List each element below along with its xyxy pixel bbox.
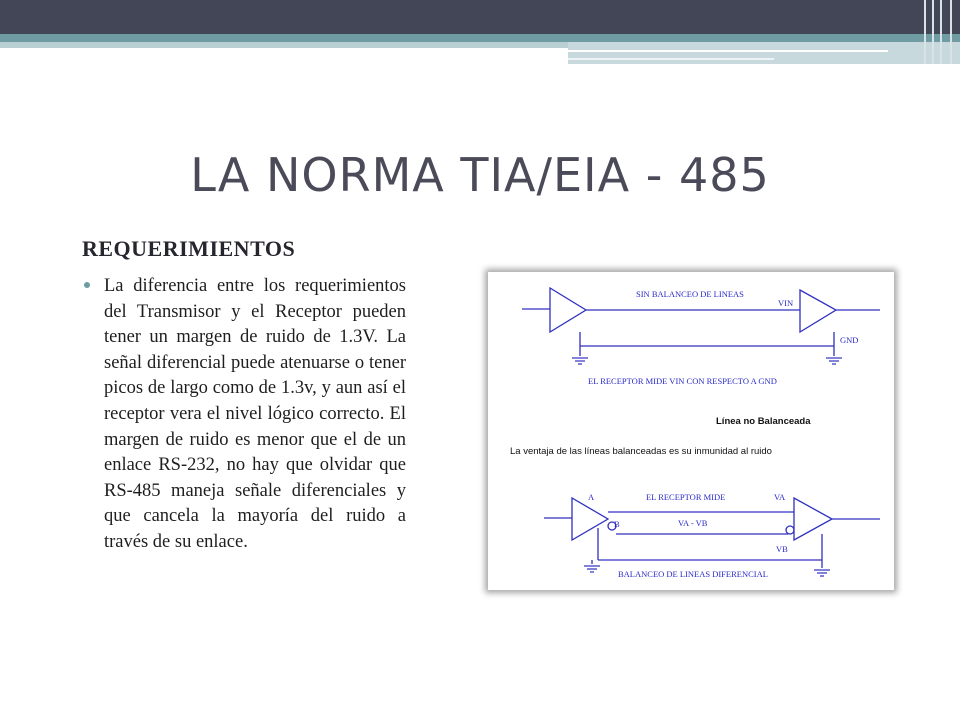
header-dark-band: [0, 0, 960, 34]
bullet-text: La diferencia entre los requerimientos del Transmisor y el Receptor pueden tener un margen de ruido de 1.3V. La señal diferencial puede atenuarse o tener picos de largo como de 1.3v, y aun así el receptor vera el nivel lógico correcto. El margen de ruido es menor que el de un enlace RS-232, no hay que olvidar que RS-485 maneja señale diferenciales y que cancela la mayoría del ruido a través de su enlace.: [104, 276, 406, 552]
slide-title: LA NORMA TIA/EIA - 485: [190, 148, 770, 202]
header-corner-decoration: [920, 0, 960, 64]
receiver-inverter-bubble: [786, 526, 794, 534]
unbalanced-title: SIN BALANCEO DE LINEAS: [636, 289, 744, 299]
b-label: B: [614, 519, 620, 529]
receiver-measures-label: EL RECEPTOR MIDE: [646, 492, 726, 502]
advantage-text: La ventaja de las líneas balanceadas es su inmunidad al ruido: [510, 446, 772, 457]
receiver-triangle-top: [800, 290, 836, 332]
header-light-band: [0, 42, 568, 48]
bullet-dot-icon: [84, 282, 90, 288]
vin-label: VIN: [778, 298, 794, 308]
slide-subtitle: REQUERIMIENTOS: [82, 236, 296, 261]
gnd-label: GND: [840, 335, 859, 345]
line-balance-diagram: [488, 272, 894, 590]
unbalanced-caption: Línea no Balanceada: [716, 416, 811, 427]
receiver-triangle-bottom: [794, 498, 832, 540]
vb-label: VB: [776, 544, 788, 554]
header-accent-line-2: [568, 58, 774, 60]
receiver-measure-label: EL RECEPTOR MIDE VIN CON RESPECTO A GND: [588, 376, 777, 386]
driver-triangle-bottom: [572, 498, 608, 540]
diagram-figure: [488, 272, 894, 590]
va-vb-label: VA - VB: [678, 518, 708, 528]
va-label: VA: [774, 492, 786, 502]
header-accent-line: [568, 50, 888, 52]
a-label: A: [588, 492, 595, 502]
transmitter-triangle-top: [550, 288, 586, 332]
balanced-title: BALANCEO DE LINEAS DIFERENCIAL: [618, 569, 768, 579]
header-light-band-right: [568, 42, 960, 64]
bullet-item: [84, 274, 406, 556]
header-teal-band: [0, 34, 960, 42]
